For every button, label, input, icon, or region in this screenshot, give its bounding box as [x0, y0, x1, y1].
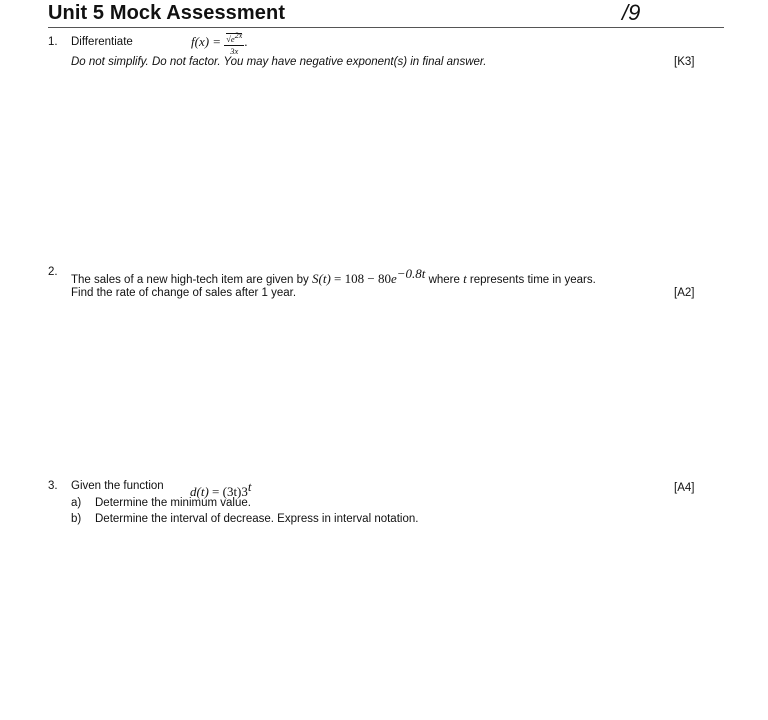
formula-exponent: t — [247, 479, 252, 494]
question-2-line-2: Find the rate of change of sales after 1 year. — [71, 287, 297, 299]
numerator-exponent: 2x — [234, 31, 243, 40]
numerator-text: √e — [226, 33, 235, 44]
question-number: 1. — [48, 36, 58, 48]
question-number: 3. — [48, 480, 58, 492]
question-1-note: Do not simplify. Do not factor. You may have negative exponent(s) in final answer. — [71, 56, 487, 68]
formula-e: e — [390, 270, 397, 286]
fraction-denominator: 3x — [230, 45, 239, 56]
question-2-text — [71, 266, 596, 287]
variable-t: t — [463, 270, 467, 286]
question-2-text-where: where — [425, 273, 464, 286]
question-3-marks: [A4] — [674, 482, 695, 494]
question-3 — [48, 480, 708, 530]
question-2-text-after: represents time in years. — [466, 273, 596, 286]
page-header — [48, 0, 724, 28]
formula-lhs: d(t) — [190, 483, 209, 499]
page-title: Unit 5 Mock Assessment — [48, 2, 286, 24]
question-1 — [48, 30, 708, 70]
formula-mid: = (3t)3 — [208, 483, 248, 499]
formula-fraction — [224, 30, 244, 56]
formula-period: . — [244, 33, 248, 49]
question-1-marks: [K3] — [674, 56, 695, 68]
fraction-numerator — [224, 30, 244, 46]
question-1-instruction: Differentiate — [71, 36, 133, 48]
formula-lhs: f(x) = — [191, 33, 222, 49]
question-2-marks: [A2] — [674, 287, 695, 299]
formula-lhs: S(t) — [312, 270, 331, 286]
total-score: /9 — [622, 0, 641, 25]
formula-exponent: −0.8t — [396, 266, 426, 281]
question-number: 2. — [48, 266, 58, 278]
formula-mid: = 108 − 80 — [330, 270, 391, 286]
part-b-text: Determine the interval of decrease. Express in interval notation. — [95, 513, 419, 525]
question-2-text-before: The sales of a new high-tech item are given by — [71, 273, 312, 286]
part-b-label: b) — [71, 513, 82, 525]
question-2 — [48, 266, 708, 306]
question-3-intro: Given the function — [71, 480, 164, 492]
part-a-text: Determine the minimum value. — [95, 497, 251, 509]
question-1-formula — [191, 30, 248, 56]
part-a-label: a) — [71, 497, 82, 509]
